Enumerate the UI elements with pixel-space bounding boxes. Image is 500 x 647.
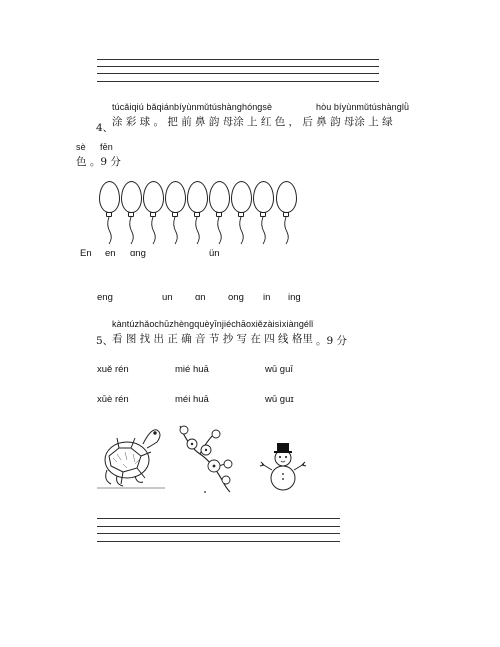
- final-4: ün: [209, 248, 220, 259]
- q4-text: 涂 彩 球 。 把 前 鼻 韵 母涂 上 红 色 ， 后 鼻 韵 母涂 上 绿: [112, 116, 393, 128]
- final-6: un: [162, 292, 173, 303]
- option-5: méi huā: [175, 394, 209, 405]
- q5-number: 5、: [96, 335, 114, 347]
- final-9: in: [263, 292, 271, 303]
- final-1: En: [80, 248, 92, 259]
- balloon-6-icon[interactable]: [209, 181, 230, 213]
- balloon-3-icon[interactable]: [143, 181, 164, 213]
- final-10: ing: [288, 292, 301, 303]
- snowman-icon: [258, 434, 308, 494]
- balloon-8-icon[interactable]: [253, 181, 274, 213]
- plum-blossom-icon: [172, 420, 242, 495]
- option-6: wū guɪ: [265, 394, 294, 405]
- option-1: xuě rén: [97, 364, 129, 375]
- balloon-7-icon[interactable]: [231, 181, 252, 213]
- option-4: xūè rén: [97, 394, 129, 405]
- turtle-icon: [95, 418, 167, 493]
- final-8: ong: [228, 292, 244, 303]
- balloon-2-icon[interactable]: [121, 181, 142, 213]
- balloon-1-icon[interactable]: [99, 181, 120, 213]
- option-2: mié huā: [175, 364, 209, 375]
- q4-cont-text: 色 。9 分: [76, 156, 121, 168]
- q4-number: 4、: [96, 122, 114, 134]
- balloon-strings-icon: [0, 0, 500, 250]
- q4-cont-pinyin-fen: fēn: [100, 142, 113, 152]
- q4-pinyin-left: túcǎiqiú bǎqiánbíyùnmǔtúshànghóngsè: [112, 102, 273, 112]
- q5-pinyin: kàntúzhǎochūzhèngquèyīnjiéchāoxiězàisìxiàngélǐ: [112, 319, 314, 329]
- q5-text: 看 图 找 出 正 确 音 节 抄 写 在 四 线 格里: [112, 333, 313, 345]
- option-3: wū guī: [265, 364, 293, 375]
- q4-pinyin-right: hòu bíyùnmǔtúshànglǜ: [316, 102, 410, 112]
- final-3: ɑng: [130, 248, 146, 259]
- final-7: ɑn: [195, 292, 206, 303]
- final-5: eng: [97, 292, 113, 303]
- balloon-4-icon[interactable]: [165, 181, 186, 213]
- final-2: en: [105, 248, 116, 259]
- balloon-5-icon[interactable]: [187, 181, 208, 213]
- balloon-9-icon[interactable]: [276, 181, 297, 213]
- q5-score: 。9 分: [316, 335, 348, 347]
- q4-cont-pinyin-se: sè: [76, 142, 86, 152]
